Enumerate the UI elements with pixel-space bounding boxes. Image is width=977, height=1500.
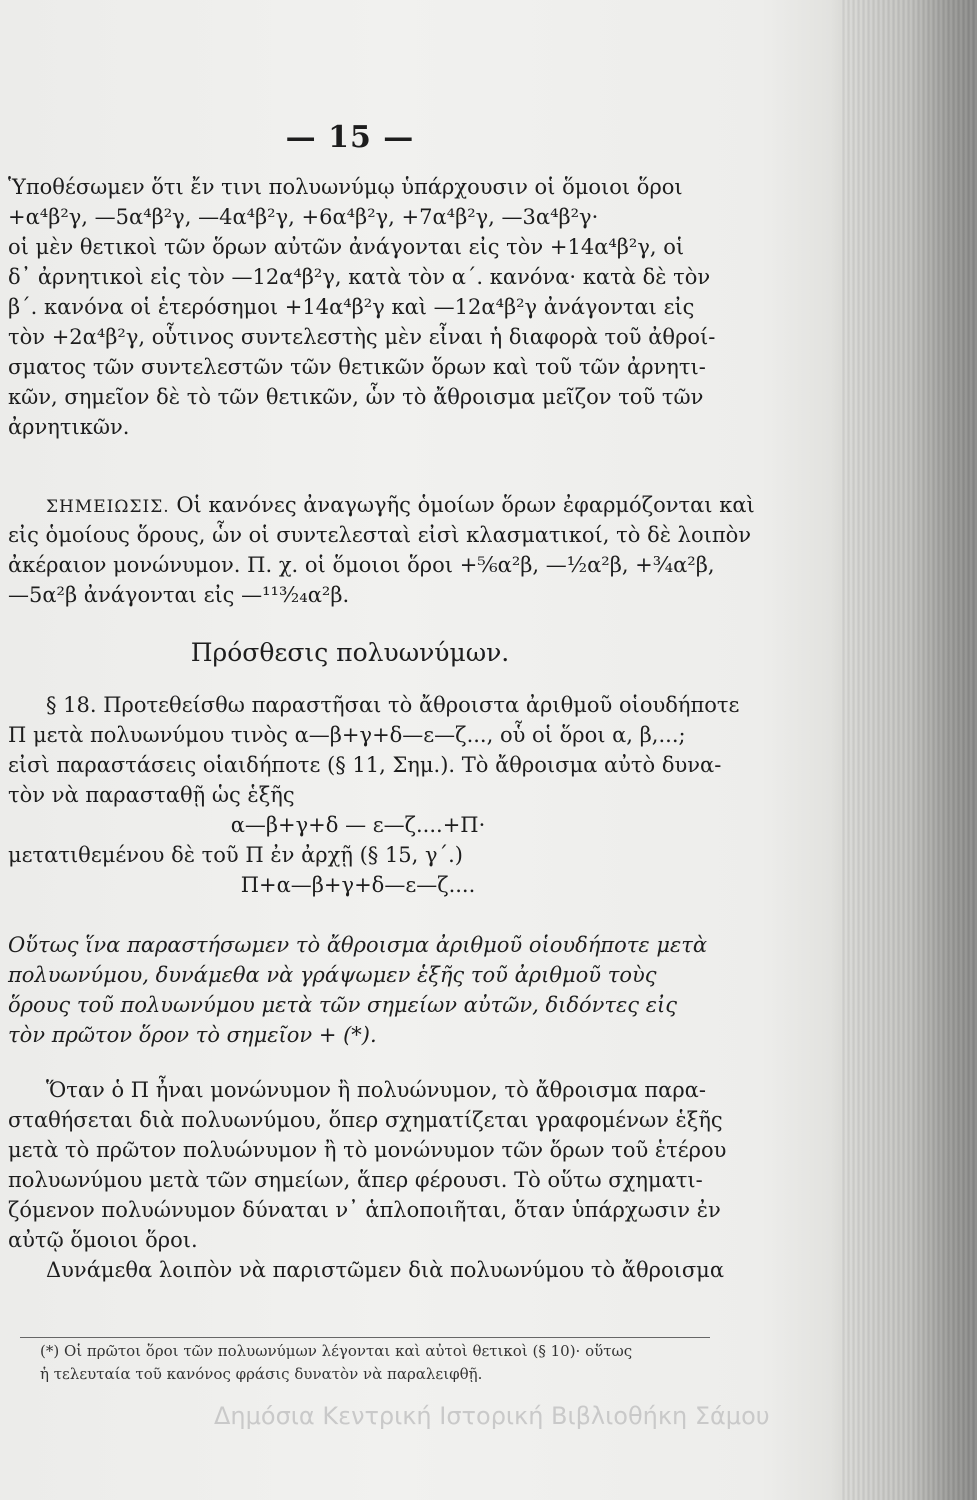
- footnote-line: (*) Οἱ πρῶτοι ὅροι τῶν πολυωνύμων λέγονται καὶ αὐτοὶ θετικοὶ (§ 10)· οὕτως: [40, 1342, 633, 1360]
- text-line: β΄. κανόνα οἱ ἑτερόσημοι +14α⁴β²γ καὶ —12α⁴β²γ ἀνάγονται εἰς: [8, 295, 695, 319]
- text-line: Δυνάμεθα λοιπὸν νὰ παριστῶμεν διὰ πολυωνύμου τὸ ἄθροισμα: [46, 1258, 724, 1282]
- text-line: —5α²β ἀνάγονται εἰς —¹¹³⁄₂₄α²β.: [8, 583, 350, 607]
- text-line: πολυωνύμου, δυνάμεθα νὰ γράψωμεν ἑξῆς τοῦ ἀριθμοῦ τοὺς: [8, 963, 657, 987]
- paragraph-1: [8, 172, 716, 442]
- text-line: +α⁴β²γ, —5α⁴β²γ, —4α⁴β²γ, +6α⁴β²γ, +7α⁴β²γ, —3α⁴β²γ·: [8, 205, 599, 229]
- paragraph-5: [8, 1075, 727, 1285]
- book-page-edges: [840, 0, 977, 1500]
- text-line: τὸν +2α⁴β²γ, οὗτινος συντελεστὴς μὲν εἶναι ἡ διαφορὰ τοῦ ἀθροί-: [8, 325, 716, 349]
- text-line: § 18. Προτεθείσθω παραστῆσαι τὸ ἄθροιστα ἀριθμοῦ οἱουδήποτε: [46, 693, 740, 717]
- footnote-line: ἡ τελευταία τοῦ κανόνος φράσις δυνατὸν νὰ παραλειφθῇ.: [40, 1365, 483, 1383]
- text-line: ὅρους τοῦ πολυωνύμου μετὰ τῶν σημείων αὐτῶν, διδόντες εἰς: [8, 993, 677, 1017]
- text-line: ἀκέραιον μονώνυμον. Π. χ. οἱ ὅμοιοι ὅροι +⁵⁄₆α²β, —½α²β, +¾α²β,: [8, 553, 715, 577]
- library-watermark: Δημόσια Κεντρική Ιστορική Βιβλιοθήκη Σάμου: [214, 1402, 770, 1430]
- page-number-header: — 15 —: [285, 120, 415, 155]
- paragraph-4-rule: [8, 930, 708, 1050]
- text-line: οἱ μὲν θετικοὶ τῶν ὅρων αὐτῶν ἀνάγονται εἰς τὸν +14α⁴β²γ, οἱ: [8, 235, 685, 259]
- text-line: δ᾽ ἀρνητικοὶ εἰς τὸν —12α⁴β²γ, κατὰ τὸν α΄. κανόνα· κατὰ δὲ τὸν: [8, 265, 711, 289]
- text-line: ἀρνητικῶν.: [8, 415, 130, 439]
- text-line: Ὅταν ὁ Π ἦναι μονώνυμον ἢ πολυώνυμον, τὸ ἄθροισμα παρα-: [46, 1078, 706, 1102]
- formula-1: α—β+γ+δ — ε—ζ....+Π·: [230, 813, 486, 837]
- remarks-label: ΣΗΜΕΙΩΣΙΣ.: [46, 497, 170, 517]
- text-line: μετατιθεμένου δὲ τοῦ Π ἐν ἀρχῇ (§ 15, γ΄.): [8, 843, 463, 867]
- text-line: εἰσὶ παραστάσεις οἱαιδήποτε (§ 11, Σημ.). Τὸ ἄθροισμα αὐτὸ δυνα-: [8, 753, 722, 777]
- text-line: αὐτῷ ὅμοιοι ὅροι.: [8, 1228, 198, 1252]
- text-line: [8, 490, 755, 520]
- paragraph-2: [8, 490, 755, 610]
- text-line: τὸν πρῶτον ὅρον τὸ σημεῖον + (*).: [8, 1023, 377, 1047]
- text-line: Οὕτως ἵνα παραστήσωμεν τὸ ἄθροισμα ἀριθμοῦ οἱουδήποτε μετὰ: [8, 933, 708, 957]
- text-line: Ὑποθέσωμεν ὅτι ἔν τινι πολυωνύμῳ ὑπάρχουσιν οἱ ὅμοιοι ὅροι: [8, 175, 683, 199]
- formula-2: Π+α—β+γ+δ—ε—ζ....: [240, 873, 476, 897]
- footnote-rule: [20, 1337, 710, 1338]
- text-line: κῶν, σημεῖον δὲ τὸ τῶν θετικῶν, ὧν τὸ ἄθροισμα μεῖζον τοῦ τῶν: [8, 385, 704, 409]
- text-line: εἰς ὁμοίους ὅρους, ὧν οἱ συντελεσταὶ εἰσὶ κλασματικοί, τὸ δὲ λοιπὸν: [8, 523, 752, 547]
- remarks-text: Οἱ κανόνες ἀναγωγῆς ὁμοίων ὅρων ἐφαρμόζονται καὶ: [176, 493, 755, 517]
- text-line: ζόμενον πολυώνυμον δύναται ν᾽ ἁπλοποιῆται, ὅταν ὑπάρχωσιν ἐν: [8, 1198, 721, 1222]
- text-line: Π μετὰ πολυωνύμου τινὸς α—β+γ+δ—ε—ζ..., οὗ οἱ ὅροι α, β,...;: [8, 723, 686, 747]
- text-line: μετὰ τὸ πρῶτον πολυώνυμον ἢ τὸ μονώνυμον τῶν ὅρων τοῦ ἑτέρου: [8, 1138, 727, 1162]
- text-line: πολυωνύμου μετὰ τῶν σημείων, ἅπερ φέρουσι. Τὸ οὕτω σχηματι-: [8, 1168, 703, 1192]
- footnotes: [40, 1340, 720, 1386]
- text-line: τὸν νὰ παρασταθῇ ὡς ἑξῆς: [8, 783, 295, 807]
- text-line: σματος τῶν συντελεστῶν τῶν θετικῶν ὅρων καὶ τοῦ τῶν ἀρνητι-: [8, 355, 706, 379]
- section-title: Πρόσθεσις πολυωνύμων.: [190, 638, 510, 667]
- paragraph-3: [8, 690, 740, 900]
- text-line: σταθήσεται διὰ πολυωνύμου, ὅπερ σχηματίζεται γραφομένων ἑξῆς: [8, 1108, 723, 1132]
